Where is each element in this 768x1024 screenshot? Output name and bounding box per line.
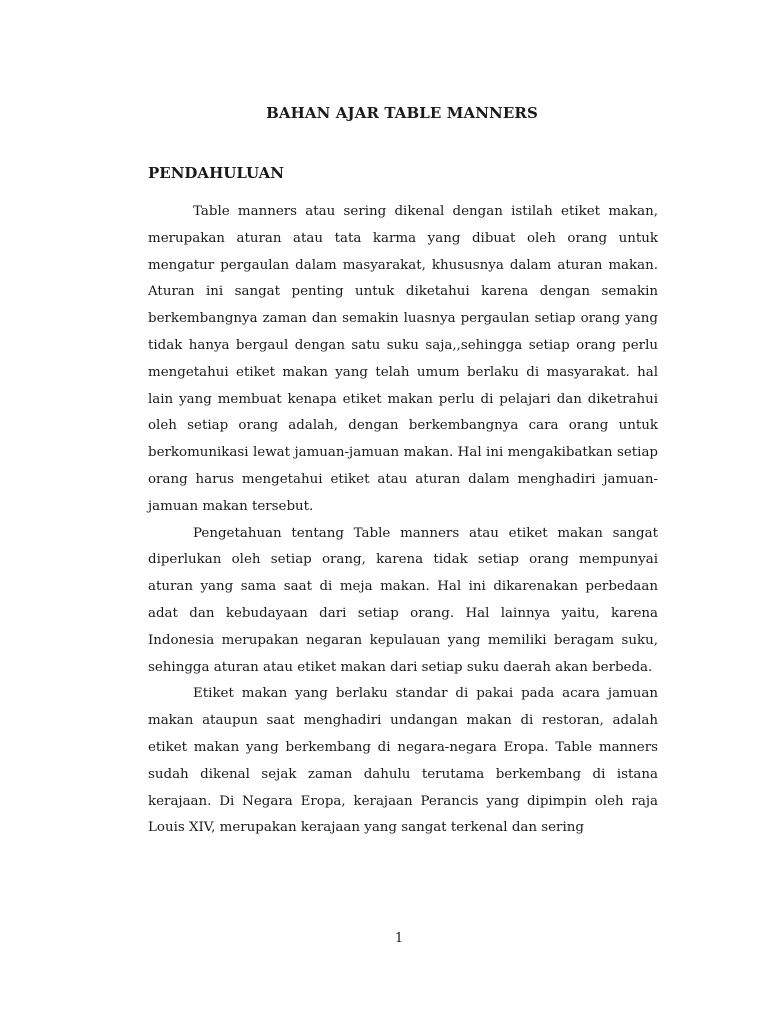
paragraph: Pengetahuan tentang Table manners atau etiket makan sangat diperlukan oleh setiap orang, karena tidak setiap orang mempunyai aturan yang sama saat di meja makan. Hal ini dikarenakan perbedaan adat dan kebudayaan dari setiap orang. Hal lainnya yaitu, karena Indonesia merupakan negaran kepulauan yang memiliki beragam suku, sehingga aturan atau etiket makan dari setiap suku daerah akan berbeda. — [148, 525, 658, 675]
paragraph: Table manners atau sering dikenal dengan istilah etiket makan, merupakan aturan atau tata karma yang dibuat oleh orang untuk mengatur pergaulan dalam masyarakat, khususnya dalam aturan makan. Aturan ini sangat penting untuk diketahui karena dengan semakin berkembangnya zaman dan semakin luasnya pergaulan setiap orang yang tidak hanya bergaul dengan satu suku saja,,sehingga setiap orang perlu mengetahui etiket makan yang telah umum berlaku di masyarakat. hal lain yang membuat kenapa etiket makan perlu di pelajari dan diketrahui oleh setiap orang adalah, dengan berkembangnya cara orang untuk berkomunikasi lewat jamuan-jamuan makan. Hal ini mengakibatkan setiap orang harus mengetahui etiket atau aturan dalam menghadiri jamuan-jamuan makan tersebut. — [148, 204, 658, 514]
section-heading: PENDAHULUAN — [148, 164, 285, 182]
body-text — [148, 199, 658, 842]
document-title: BAHAN AJAR TABLE MANNERS — [266, 104, 538, 122]
page-number: 1 — [394, 931, 404, 946]
paragraph: Etiket makan yang berlaku standar di pakai pada acara jamuan makan ataupun saat menghadiri undangan makan di restoran, adalah etiket makan yang berkembang di negara-negara Eropa. Table manners sudah dikenal sejak zaman dahulu terutama berkembang di istana kerajaan. Di Negara Eropa, kerajaan Perancis yang dipimpin oleh raja Louis XIV, merupakan kerajaan yang sangat terkenal dan sering — [148, 686, 658, 836]
